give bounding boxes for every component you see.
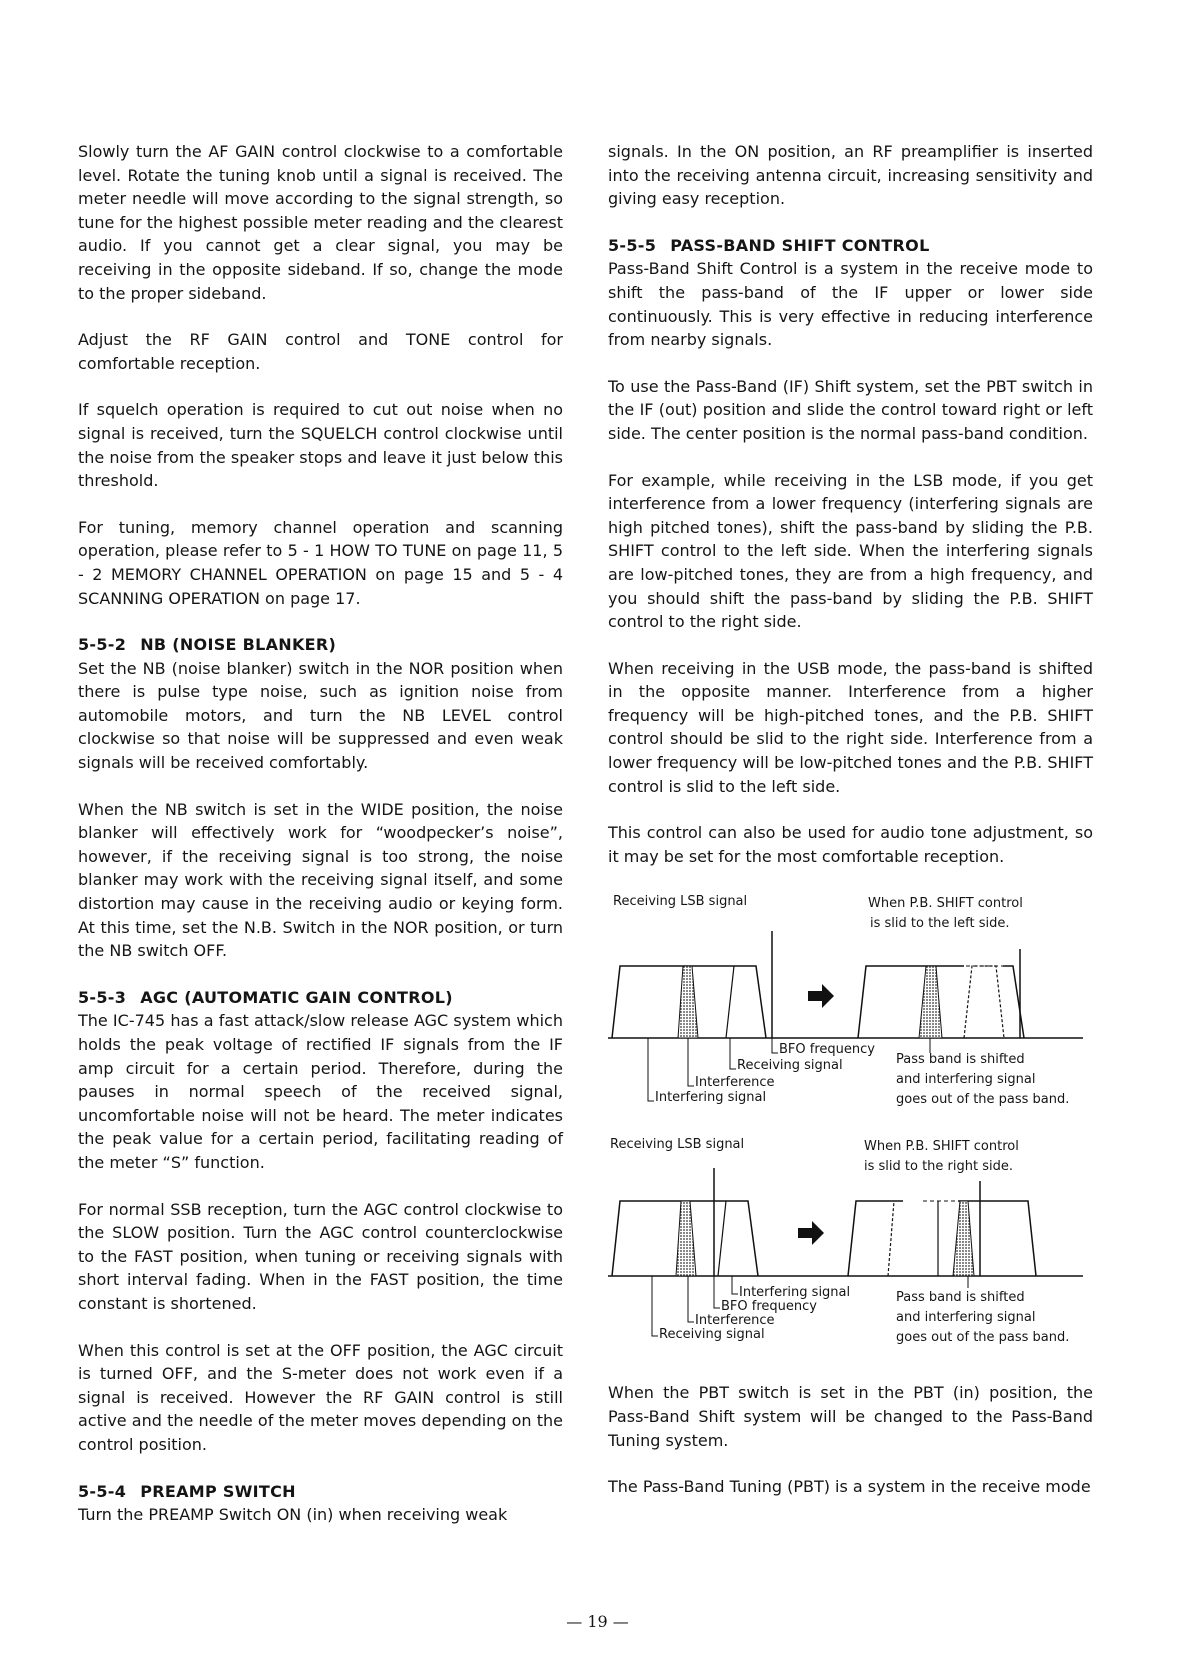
- paragraph: This control can also be used for audio tone adjustment, so it may be set for the most comfortable reception.: [608, 823, 1093, 866]
- paragraph: Slowly turn the AF GAIN control clockwise to a comfortable level. Rotate the tuning knob until a signal is received. The meter needle will move according to the signal strength, so tune for the highest possible meter reading and the clearest audio. If you cannot get a clear signal, you may be receiving in the opposite sideband. If so, change the mode to the proper sideband.: [78, 142, 563, 303]
- shifted-passband-outline: [1003, 966, 1024, 1038]
- leader-line: [732, 1276, 738, 1294]
- paragraph: Pass-Band Shift Control is a system in the receive mode to shift the pass-band of the IF upper or lower side continuously. This is very effective in reducing interference from nearby signals.: [608, 259, 1093, 350]
- arrow-right-icon: [808, 984, 834, 1008]
- diagram-caption: Receiving LSB signal: [613, 894, 748, 910]
- section-heading-agc: [78, 986, 563, 1010]
- paragraph: For normal SSB reception, turn the AGC control clockwise to the SLOW position. Turn the AGC control counterclockwise to the FAST position, when tuning or receiving signals with short interval fading. When in the FAST position, the time constant is shortened.: [78, 1199, 563, 1313]
- section-number: 5-5-2: [78, 635, 127, 655]
- paragraph: When the PBT switch is set in the PBT (in) position, the Pass-Band Shift system will be changed to the Pass-Band Tuning system.: [608, 1383, 1093, 1450]
- leader-line: [648, 1038, 654, 1101]
- interference-label: Interference: [695, 1313, 775, 1329]
- leader-line: [652, 1276, 658, 1336]
- section-number: 5-5-3: [78, 987, 127, 1007]
- leader-line: [688, 1276, 694, 1322]
- section-title: NB (NOISE BLANKER): [140, 635, 337, 655]
- paragraph: The Pass-Band Tuning (PBT) is a system in the receive mode: [608, 1477, 1091, 1497]
- diagram-caption: Receiving LSB signal: [610, 1137, 745, 1153]
- diagram-caption: is slid to the right side.: [864, 1159, 1013, 1175]
- receiving-signal-label: Receiving signal: [737, 1058, 843, 1074]
- shifted-passband-outline: [858, 966, 964, 1038]
- paragraph: signals. In the ON position, an RF preamplifier is inserted into the receiving antenna circuit, increasing sensitivity and giving easy reception.: [608, 142, 1093, 209]
- receiving-signal-shape: [964, 966, 1004, 1038]
- diagram-caption: When P.B. SHIFT control: [864, 1139, 1019, 1155]
- interference-signal-shape: [919, 966, 942, 1038]
- paragraph: To use the Pass-Band (IF) Shift system, set the PBT switch in the IF (out) position and slide the control toward right or left side. The center position is the normal pass-band condition.: [608, 376, 1093, 443]
- receiving-signal-label: Receiving signal: [659, 1327, 765, 1343]
- passband-shift-right-diagram: [608, 1136, 1093, 1371]
- shifted-passband-outline: [848, 1201, 903, 1276]
- paragraph: Set the NB (noise blanker) switch in the NOR position when there is pulse type noise, such as ignition noise from automobile motors, and turn the NB LEVEL control clockwise so that noise will be suppressed and even weak signals will be received comfortably.: [78, 658, 563, 773]
- paragraph: When this control is set at the OFF position, the AGC circuit is turned OFF, and the S-meter does not work even if a signal is received. However the RF GAIN control is still active and the needle of the meter moves depending on the control position.: [78, 1340, 563, 1454]
- paragraph: If squelch operation is required to cut out noise when no signal is received, turn the SQUELCH control clockwise until the noise from the speaker stops and leave it just below this threshold.: [78, 400, 563, 491]
- bfo-frequency-label: BFO frequency: [779, 1042, 875, 1058]
- section-title: AGC (AUTOMATIC GAIN CONTROL): [140, 987, 453, 1007]
- paragraph: For example, while receiving in the LSB mode, if you get interference from a lower frequency (interfering signals are high pitched tones), shift the pass-band by sliding the P.B. SHIFT control to the left side. When the interfering signals are low-pitched tones, they are from a high frequency, and you should shift the pass-band by sliding the P.B. SHIFT control to the right side.: [608, 470, 1093, 632]
- leader-line: [730, 1038, 736, 1069]
- section-title: PASS-BAND SHIFT CONTROL: [670, 235, 930, 255]
- diagram-note: goes out of the pass band.: [896, 1330, 1070, 1346]
- bfo-frequency-label: BFO frequency: [721, 1299, 817, 1315]
- interference-signal-shape: [676, 1201, 696, 1276]
- leader-line: [772, 1038, 778, 1053]
- receiving-signal-edge: [718, 1201, 726, 1276]
- paragraph: For tuning, memory channel operation and scanning operation, please refer to 5 - 1 HOW TO TUNE on page 11, 5 - 2 MEMORY CHANNEL OPERATION on page 15 and 5 - 4 SCANNING OPERATION on page 17.: [78, 517, 563, 608]
- section-heading-pbs: [608, 234, 1093, 258]
- leader-line: [688, 1038, 694, 1086]
- paragraph: The IC-745 has a fast attack/slow release AGC system which holds the peak voltage of rectified IF signals from the IF amp circuit for a certain period. Therefore, during the pauses in normal speech of the received signal, uncomfortable noise will not be heard. The meter indicates the peak value for a certain period, facilitating reading of the meter “S” function.: [78, 1011, 563, 1172]
- interfering-signal-label: Interfering signal: [739, 1285, 851, 1301]
- paragraph: Turn the PREAMP Switch ON (in) when receiving weak: [78, 1505, 508, 1525]
- section-heading-nb: [78, 633, 563, 657]
- interfering-signal-label: Interfering signal: [655, 1090, 767, 1106]
- diagram-note: goes out of the pass band.: [896, 1092, 1070, 1108]
- page-number: — 19 —: [566, 1612, 629, 1631]
- interference-label: Interference: [695, 1075, 775, 1091]
- interference-signal-shape: [953, 1201, 974, 1276]
- left-column: [78, 140, 563, 1550]
- section-number: 5-5-5: [608, 235, 657, 255]
- paragraph: When the NB switch is set in the WIDE position, the noise blanker will effectively work for “woodpecker’s noise”, however, if the receiving signal is too strong, the noise blanker may work with the receiving signal itself, and some distortion may cause in the receiving audio or keying form. At this time, set the N.B. Switch in the NOR position, or turn the NB switch OFF.: [78, 799, 563, 961]
- arrow-right-icon: [798, 1221, 824, 1245]
- diagram-caption: When P.B. SHIFT control: [868, 896, 1023, 912]
- passband-shift-left-diagram: [608, 891, 1093, 1126]
- section-title: PREAMP SWITCH: [140, 1481, 296, 1501]
- right-column: [608, 140, 1093, 1522]
- section-number: 5-5-4: [78, 1481, 127, 1501]
- diagram-caption: is slid to the left side.: [870, 916, 1010, 932]
- section-heading-preamp: [78, 1480, 563, 1504]
- shifted-passband-edge: [888, 1201, 894, 1276]
- diagram-note: and interfering signal: [896, 1072, 1036, 1088]
- interference-signal-shape: [678, 966, 698, 1038]
- receiving-signal-edge: [726, 966, 734, 1038]
- diagram-note: Pass band is shifted: [896, 1052, 1025, 1068]
- paragraph: Adjust the RF GAIN control and TONE control for comfortable reception.: [78, 330, 563, 373]
- diagram-note: and interfering signal: [896, 1310, 1036, 1326]
- leader-line: [714, 1276, 720, 1308]
- diagram-note: Pass band is shifted: [896, 1290, 1025, 1306]
- paragraph: When receiving in the USB mode, the pass-band is shifted in the opposite manner. Interference from a higher frequency will be high-pitched tones, and the P.B. SHIFT control should be slid to the right side. Interference from a lower frequency will be low-pitched tones and the P.B. SHIFT control is slid to the left side.: [608, 658, 1093, 796]
